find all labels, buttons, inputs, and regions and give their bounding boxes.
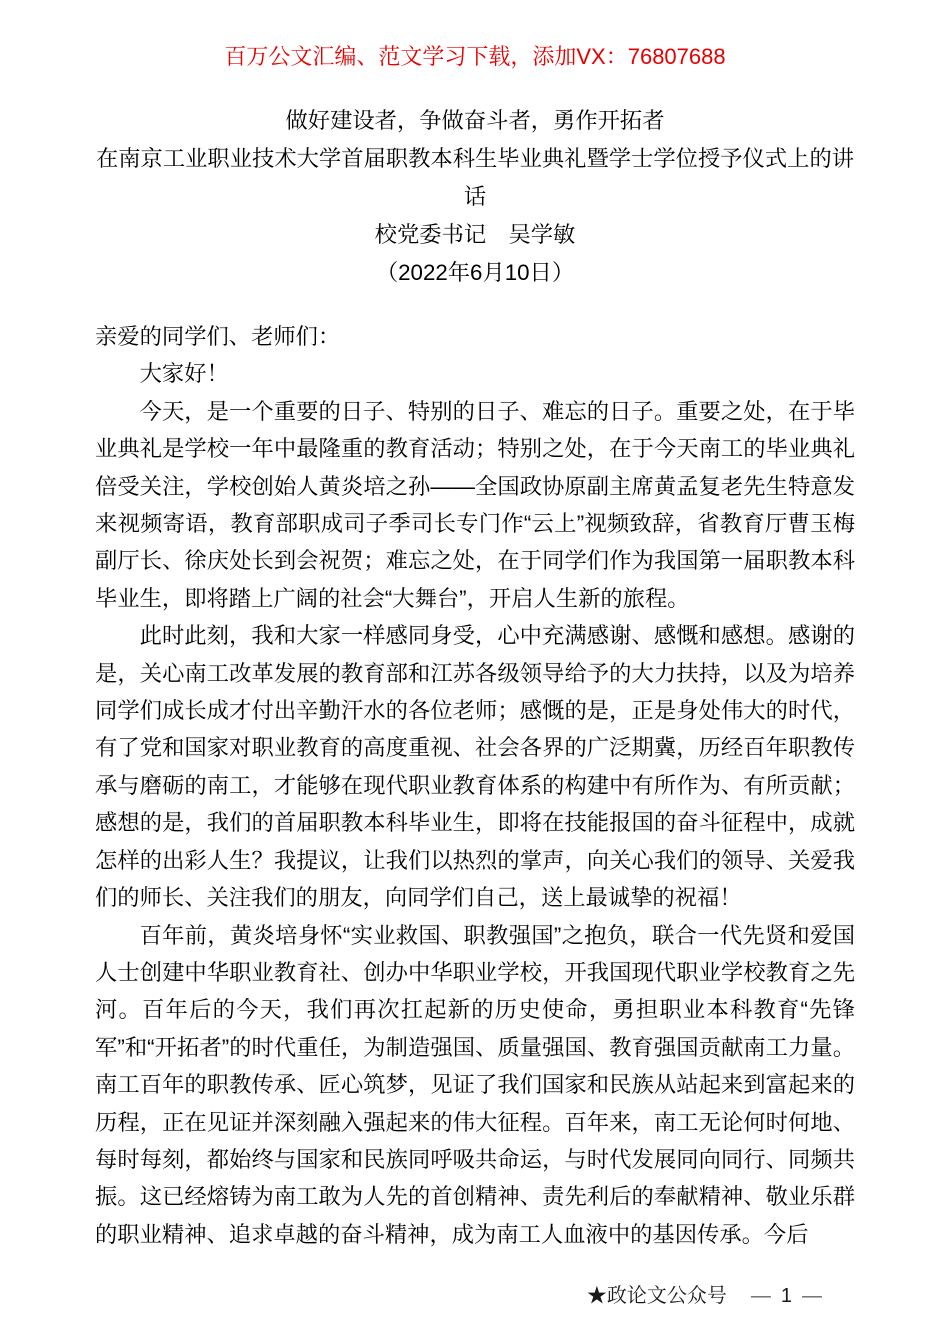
doc-body <box>95 318 855 1253</box>
document-content <box>0 44 950 1253</box>
footer-source-label: ★政论文公众号 <box>586 1285 727 1307</box>
paragraph-body-3: 百年前，黄炎培身怀“实业救国、职教强国”之抱负，联合一代先贤和爱国人士创建中华职业教育社、创办中华职业学校，开我国现代职业学校教育之先河。百年后的今天，我们再次扛起新的历史使命，勇担职业本科教育“先锋军”和“开拓者”的时代重任，为制造强国、质量强国、教育强国贡献南工力量。南工百年的职教传承、匠心筑梦，见证了我们国家和民族从站起来到富起来的历程，正在见证并深刻融入强起来的伟大征程。百年来，南工无论何时何地、每时每刻，都始终与国家和民族同呼吸共命运，与时代发展同向同行、同频共振。这已经熔铸为南工敢为人先的首创精神、责先利后的奉献精神、敬业乐群的职业精神、追求卓越的奋斗精神，成为南工人血液中的基因传承。今后 <box>95 922 855 1247</box>
paragraph-greeting: 大家好！ <box>139 361 229 387</box>
page-number-right-dash: — <box>802 1285 822 1307</box>
paragraph-salutation: 亲爱的同学们、老师们： <box>95 324 341 349</box>
page-number: 1 <box>780 1285 792 1307</box>
paragraph-body-2: 此时此刻，我和大家一样感同身受，心中充满感谢、感慨和感想。感谢的是，关心南工改革发展的教育部和江苏各级领导给予的大力扶持，以及为培养同学们成长成才付出辛勤汗水的各位老师；感慨的是，正是身处伟大的时代，有了党和国家对职业教育的高度重视、社会各界的广泛期冀，历经百年职教传承与磨砺的南工，才能够在现代职业教育体系的构建中有所作为、有所贡献；感想的是，我们的首届职教本科毕业生，即将在技能报国的奋斗征程中，成就怎样的出彩人生？我提议，让我们以热烈的掌声，向关心我们的领导、关爱我们的师长、关注我们的朋友，向同学们自己，送上最诚挚的祝福！ <box>95 623 855 911</box>
doc-author: 校党委书记 吴学敏 <box>374 222 576 247</box>
page-footer <box>587 1284 832 1308</box>
doc-title: 做好建设者，争做奋斗者，勇作开拓者 <box>285 108 665 133</box>
heading-block <box>95 102 855 292</box>
promo-banner: 百万公文汇编、范文学习下载，添加VX：76807688 <box>224 44 726 69</box>
doc-subtitle: 在南京工业职业技术大学首届职教本科生毕业典礼暨学士学位授予仪式上的讲话 <box>95 146 855 209</box>
paragraph-body-1: 今天，是一个重要的日子、特别的日子、难忘的日子。重要之处，在于毕业典礼是学校一年中最隆重的教育活动；特别之处，在于今天南工的毕业典礼倍受关注，学校创始人黄炎培之孙——全国政协原副主席黄孟复老先生特意发来视频寄语，教育部职成司子季司长专门作“云上”视频致辞，省教育厅曹玉梅副厅长、徐庆处长到会祝贺；难忘之处，在于同学们作为我国第一届职教本科毕业生，即将踏上广阔的社会“大舞台”，开启人生新的旅程。 <box>95 398 855 611</box>
page-number-left-dash: — <box>750 1285 771 1307</box>
doc-date: （2022年6月10日） <box>375 260 575 285</box>
